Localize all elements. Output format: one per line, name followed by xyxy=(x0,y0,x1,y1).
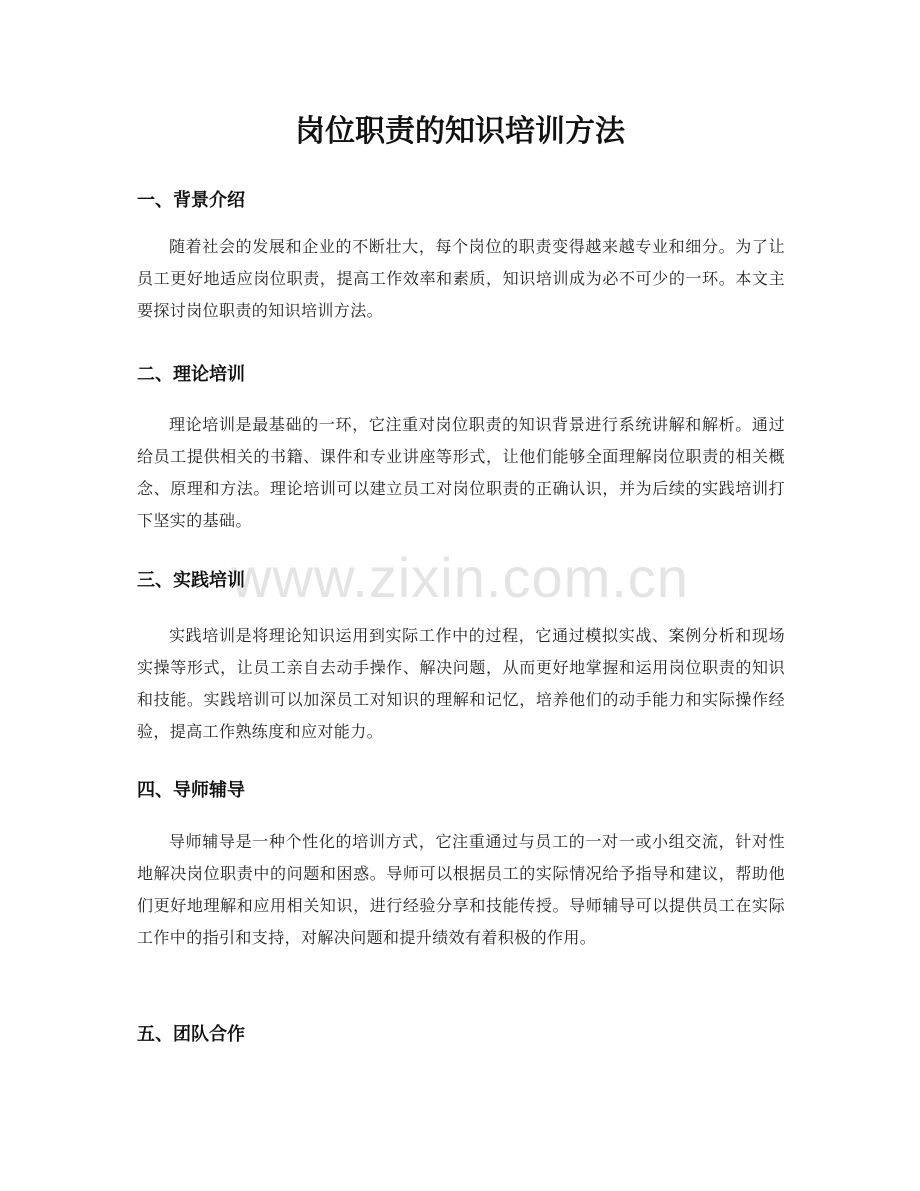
section-heading-background: 一、背景介绍 xyxy=(137,190,245,211)
section-heading-teamwork: 五、团队合作 xyxy=(137,1024,245,1045)
section-heading-mentoring: 四、导师辅导 xyxy=(137,780,245,801)
document-title: 岗位职责的知识培训方法 xyxy=(295,114,625,149)
section-heading-theory: 二、理论培训 xyxy=(137,364,245,385)
section-paragraph-mentoring: 导师辅导是一种个性化的培训方式，它注重通过与员工的一对一或小组交流，针对性地解决岗位职责中的问题和困惑。导师可以根据员工的实际情况给予指导和建议，帮助他们更好地理解和应用相关知识，进行经验分享和技能传授。导师辅导可以提供员工在实际工作中的指引和支持，对解决问题和提升绩效有着积极的作用。 xyxy=(137,832,785,947)
section-paragraph-practice: 实践培训是将理论知识运用到实际工作中的过程，它通过模拟实战、案例分析和现场实操等形式，让员工亲自去动手操作、解决问题，从而更好地掌握和运用岗位职责的知识和技能。实践培训可以加深员工对知识的理解和记忆，培养他们的动手能力和实际操作经验，提高工作熟练度和应对能力。 xyxy=(137,626,785,741)
section-paragraph-background: 随着社会的发展和企业的不断壮大，每个岗位的职责变得越来越专业和细分。为了让员工更好地适应岗位职责，提高工作效率和素质，知识培训成为必不可少的一环。本文主要探讨岗位职责的知识培训方法。 xyxy=(137,237,785,320)
section-paragraph-theory: 理论培训是最基础的一环，它注重对岗位职责的知识背景进行系统讲解和解析。通过给员工提供相关的书籍、课件和专业讲座等形式，让他们能够全面理解岗位职责的相关概念、原理和方法。理论培训可以建立员工对岗位职责的正确认识，并为后续的实践培训打下坚实的基础。 xyxy=(137,415,785,530)
section-heading-practice: 三、实践培训 xyxy=(137,570,245,591)
watermark: www.zixin.com.cn xyxy=(231,546,689,609)
